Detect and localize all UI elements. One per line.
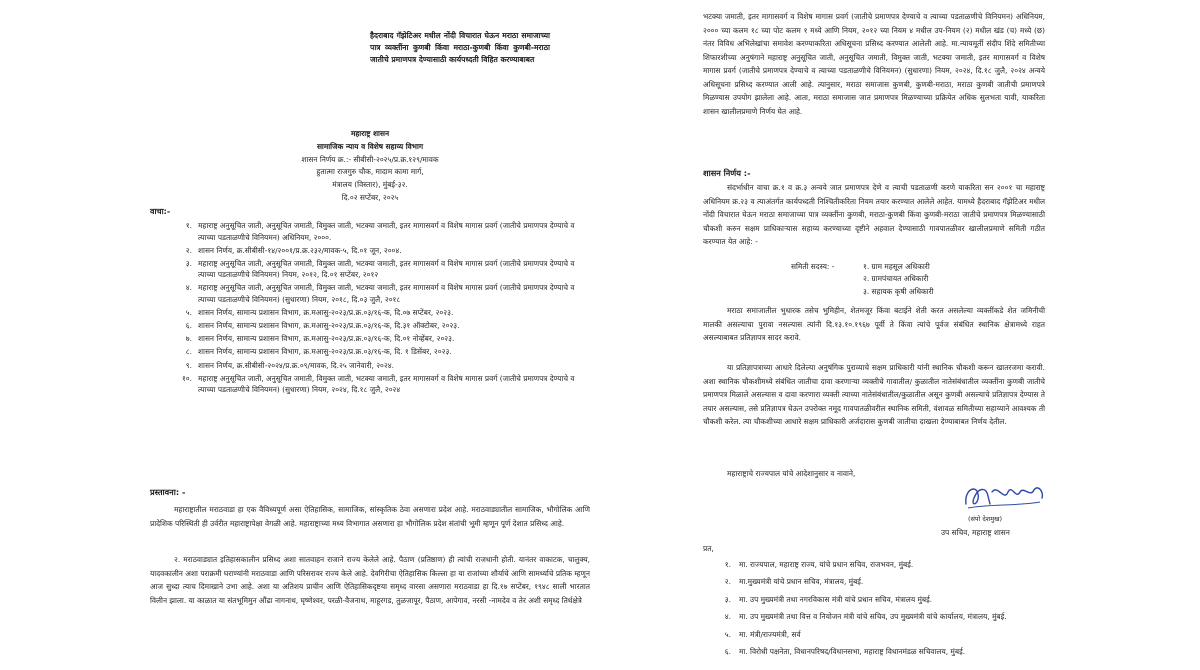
reference-item: ९. शासन निर्णय, क्र.सीबीसी-२०२४/प्र.क्र.०९/मावक, दि.२५ जानेवारी, २०२४. [185,360,394,370]
committee-members [791,261,934,298]
address-line-2: मंत्रालय (विस्तार), मुंबई-३२. [332,180,408,190]
preamble-paragraph-2: २. मराठवाड्यात इतिहासकालीन प्रसिध्द अशा सातवाहन राजाने राज्य केलेले आहे. पैठाण (प्रतिष्ठाण) ही त्यांची राजधानी होती. यानंतर वाकाटक, चालुक्य, यादवकालीन अशा पराक्रमी घराण्यांनी मराठवाडा आणि परिसरावर राज्य केले आहे. देवगिरीचा ऐतिहासिक किल्ला हा या राजांच्या शौर्याचे आणि सामर्थ्याचे प्रतिक म्हणून आज सुध्दा त्याच दिमाखाने उभा आहे. अशा या अतिशय प्राचीन आणि ऐतिहासिकदृष्टया समृध्द वारसा असणारा मराठवाडा हा दि.१७ सप्टेंबर, १९४८ साली भारतात विलीन झाला. या काळात या संतभूमिमुन औंढा नागनाथ, घृष्णेश्वर, परळी-वैजनाथ, माहूरगड, तुळजापूर, पैठाण, आपेगाव, नरसी -नामदेव व तेर अशी समृध्द तिर्थक्षेत्रे [150,555,590,605]
gov-title: महाराष्ट्र शासन [350,129,390,138]
address-line-1: हुतात्मा राजगुरु चौक, मादाम कामा मार्ग, [316,167,424,177]
reference-item: ५. शासन निर्णय, सामान्य प्रशासन विभाग, क्र.मआसु-२०२३/प्र.क्र.०३/१६-क, दि.०७ सप्टेंबर, २०२३. [185,308,454,318]
committee-member: ३. सहायक कृषी अधिकारी [863,286,934,296]
signatory-title: उप सचिव, महाराष्ट्र शासन [941,528,1010,537]
signature [958,478,1048,518]
copy-recipient: ३. मा. उप मुख्यमंत्री तथा नगरविकास मंत्री यांचे प्रधान सचिव, मंत्रालय मुंबई. [724,594,933,604]
preamble-heading: प्रस्तावना: - [150,487,186,497]
gr-date: दि.०२ सप्टेंबर, २०२५ [341,192,399,202]
gr-number: शासन निर्णय क्र.:- सीबीसी-२०२५/प्र.क्र.१२९/मावक [301,154,439,164]
copy-recipient: ४. मा. उप मुख्यमंत्री तथा वित्त व नियोजन मंत्री यांचे सचिव, उप मुख्यमंत्री यांचे कार्यालय, मंत्रालय, मुंबई. [724,612,1007,622]
reference-item: ८. शासन निर्णय, सामान्य प्रशासन विभाग, क्र.मआसु-२०२३/प्र.क्र.०३/१६-क, दि. १ डिसेंबर, २०२३. [185,347,452,357]
gr-subject: हैदराबाद गॅझेटिअर मधील नोंदी विचारात घेऊन मराठा समाजाच्या पात्र व्यक्तींना कुणबी किंवा मराठा-कुणबी किंवा कुणबी-मराठा जातीचे प्रमाणपत्र देण्यासाठी कार्यपध्दती विहित करण्याबाबत [370,31,550,65]
reference-item: १. महाराष्ट्र अनुसूचित जाती, अनुसूचित जमाती, विमुक्त जाती, भटक्या जमाती, इतर मागासवर्ग व विशेष मागास प्रवर्ग (जातीचे प्रमाणपत्र देण्याचे व त्याच्या पडताळणीचे विनियमन) अधिनियम, २०००. [185,221,575,242]
reference-item: १०. महाराष्ट्र अनुसूचित जाती, अनुसूचित जमाती, विमुक्त जाती, भटक्या जमाती, इतर मागासवर्ग व विशेष मागास प्रवर्ग (जातीचे प्रमाणपत्र देण्याचे व त्याच्या पडताळणीचे विनियमन) (सुधारणा) नियम, २०२४, दि.१८ जुलै, २०२४ [181,373,575,395]
reference-item: ७. शासन निर्णय, सामान्य प्रशासन विभाग, क्र.मआसु-२०२३/प्र.क्र.०३/१६-क, दि.०१ नोव्हेंबर, २०२३. [185,334,455,344]
reference-item: ३. महाराष्ट्र अनुसूचित जाती, अनुसूचित जमाती, विमुक्त जाती, भटक्या जमाती, इतर मागासवर्ग व विशेष मागास प्रवर्ग (जातीचे प्रमाणपत्र देण्याचे व त्याच्या पडताळणीचे विनियमन) नियम, २०१२, दि.०१ सप्टेंबर, २०१२ [185,258,575,280]
reference-item: ६. शासन निर्णय, सामान्य प्रशासन विभाग, क्र.मआसु-२०२३/प्र.क्र.०३/१६-क, दि.३१ ऑक्टोबर, २०२३. [185,321,460,331]
reference-item: २. शासन निर्णय, क्र.सीबीसी-१४/२००१/प्र.क्र.२३२/मावक-५, दि.०१ जून, २००४. [185,245,402,255]
department-name: सामाजिक न्याय व विशेष सहाय्य विभाग [316,141,424,151]
reference-item: ४. महाराष्ट्र अनुसूचित जाती, अनुसूचित जमाती, विमुक्त जाती, भटक्या जमाती, इतर मागासवर्ग व विशेष मागास प्रवर्ग (जातीचे प्रमाणपत्र देण्याचे व त्याच्या पडताळणीचे विनियमन) (सुधारणा) नियम, २०१८, दि.०३ जुलै, २०१८ [185,283,575,305]
copy-recipient: १. मा. राज्यपाल, महाराष्ट्र राज्य, यांचे प्रधान सचिव, राजभवन, मुंबई. [724,560,914,569]
preamble-paragraph-1: महाराष्ट्रातील मराठवाडा हा एक वैविध्यपूर्ण असा ऐतिहासिक, सामाजिक, सांस्कृतिक ठेवा असणारा प्रदेश आहे. मराठवाड्यातील सामाजिक, भौगोलिक आणि प्रादेशिक परिस्थिती ही उर्वरीत महाराष्ट्रापेक्षा वेगळी आहे. महाराष्ट्राच्या मध्य विभागात असणारा हा भौगोलिक प्रदेश संतांची भूमी म्हणून पूर्ण देशात प्रसिध्द आहे. [150,505,590,528]
committee-member: २. ग्रामपंचायत अधिकारी [863,274,929,284]
references-heading: वाचा:- [150,207,171,216]
committee-member: १. ग्राम महसूल अधिकारी [863,262,930,271]
decision-paragraph-1: संदर्भाधीन वाचा क्र.१ व क्र.३ अन्वये जात प्रमाणपत्र देणे व त्याची पडताळणी करणे याकरिता सन २००१ चा महाराष्ट्र अधिनियम क्र.२३ व त्याअंतर्गत कार्यपध्दती निश्चितीकरिता नियम तयार करण्यात आलेले आहेत. यामध्ये हैदराबाद गॅझेटिअर मधील नोंदी विचारात घेऊन मराठा समाजाच्या पात्र व्यक्तींना कुणबी, मराठा-कुणबी किंवा कुणबी-मराठा जातीचे प्रमाणपत्र मिळण्यासाठी चौकशी करुन सक्षम प्राधिकाऱ्यास सहाय्य करण्याच्या दृष्टीने अहवाल देण्यासाठी गावपातळीवर खालीलप्रमाणे समिती गठीत करण्यात येत आहे: - [703,183,1045,246]
copy-to-label: प्रत, [703,544,714,553]
copy-recipient: ५. मा. मंत्री/राज्यमंत्री, सर्व [724,629,801,639]
governor-order-line: महाराष्ट्राचे राज्यपाल यांचे आदेशानुसार व नावाने, [727,469,856,478]
copy-recipient: २. मा.मुख्यमंत्री यांचे प्रधान सचिव, मंत्रालय, मुंबई. [724,577,864,587]
gov-header [150,128,590,205]
signature-name: (संपो देशमुख) [968,515,1002,523]
copy-recipient: ६. मा. विरोधी पक्षनेता, विधानपरिषद/विधानसभा, महाराष्ट्र विधानमंडळ सचिवालय, मुंबई. [724,647,966,657]
decision-heading: शासन निर्णय :- [703,168,751,178]
references-list [150,220,590,397]
continued-paragraph: भटक्या जमाती, इतर मागासवर्ग व विशेष मागास प्रवर्ग (जातीचे प्रमाणपत्र देण्याचे व त्याच्या पडताळणीचे विनियमन) अधिनियम, २००० च्या कलम १८ च्या पोट कलम १ मध्ये आणि नियम, २०१२ च्या नियम ४ मधील उप-नियम (२) मधील खंड (च) मध्ये (छ) नंतर विविध अभिलेखांचा समावेश करण्याकरिता अधिसूचना प्रसिध्द करण्यात आलेली आहे. मा.न्यायमूर्ती संदीप शिंदे समितीच्या शिफारशीच्या अनुषंगाने महाराष्ट्र अनुसूचित जाती, अनुसूचित जमाती, विमुक्त जाती, भटक्या जमाती, इतर मागासवर्ग व विशेष मागास प्रवर्ग (जातीचे प्रमाणपत्र देण्याचे व त्याच्या पडताळणीचे विनियमन) (सुधारणा) नियम, २०२४, दि.१८ जुलै, २०२४ अन्वये अधिसूचना प्रसिध्द करण्यात आली आहे. त्यानुसार, मराठा समाजास कुणबी, कुणबी-मराठा, मराठा कुणबी जातीची प्रमाणपत्रे मिळण्यास उपयोग झालेला आहे. आता, मराठा समाजास जात प्रमाणपत्र मिळण्याच्या प्रक्रियेत अधिक सुलभता यावी, याकरिता शासन खालीलप्रमाणे निर्णय घेत आहे. [703,12,1045,116]
decision-paragraph-3: या प्रतिज्ञापत्राच्या आधारे दिलेल्या अनुषंगिक पुराव्याचे सक्षम प्राधिकारी यांनी स्थानिक चौकशी करून खातरजमा करावी. अशा स्थानिक चौकशीमध्ये संबंधित जातीचा दावा करणाऱ्या व्यक्तीचे गावातील/ कुळातील नातेसंबंधातील व्यक्तींना कुणबी जातीचे प्रमाणपत्र मिळाले असल्यास व दावा करणारा व्यक्ती त्याच्या नातेसंबंधातील/कुळातील असून कुणबी असल्याचे प्रतिज्ञापत्र देण्यास ते तयार असल्यास, तसे प्रतिज्ञापत्र घेऊन उपरोक्त नमूद गावपातळीवरील स्थानिक समिती, वंशावळ समितीच्या सहाय्याने आवश्यक ती चौकशी करेल. त्या चौकशीच्या आधारे सक्षम प्राधिकारी अर्जदारास कुणबी जातीचा दाखला देण्याबाबत निर्णय देतील. [703,363,1045,426]
decision-paragraph-2: मराठा समाजातील भुधारक तसेच भुमिहीन, शेतमजूर किंवा बटाईने शेती करत असलेल्या व्यक्तींकडे शेत जमिनीची मालकी असल्याचा पुरावा नसल्यास त्यांनी दि.१३.१०.१९६७ पूर्वी ते किंवा त्यांचे पूर्वज संबंधित स्थानिक क्षेत्रामध्ये राहत असल्याबाबत प्रतिज्ञापत्र सादर करावे. [703,306,1045,342]
copy-recipients-list [703,556,1045,660]
committee-label: समिती सदस्य: - [791,262,835,271]
